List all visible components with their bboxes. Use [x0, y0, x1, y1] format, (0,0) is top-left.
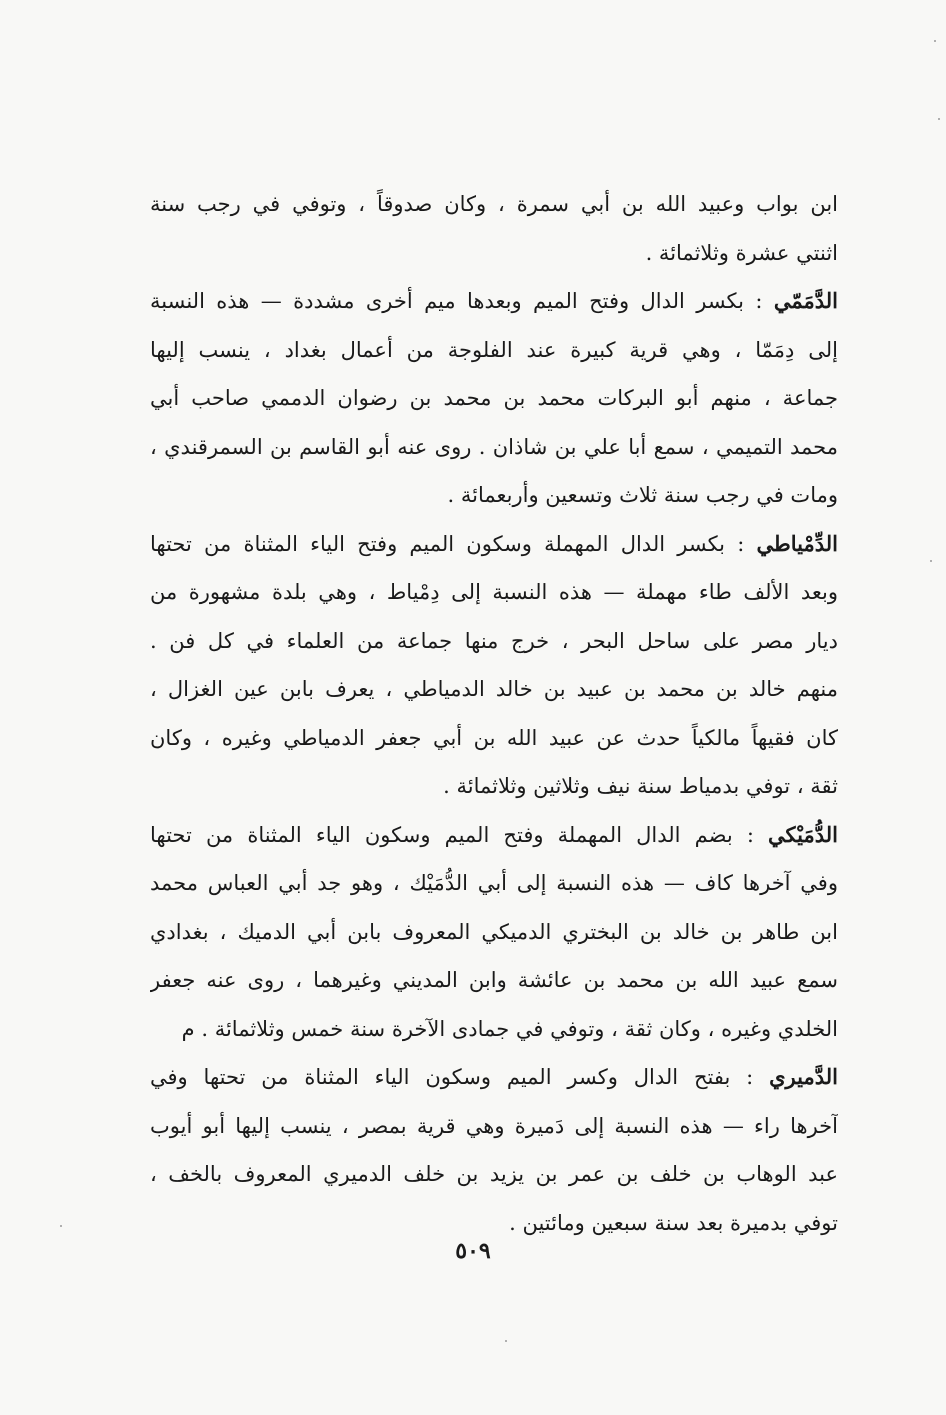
text-line: [150, 277, 838, 326]
text-line: [150, 908, 838, 957]
entry-headword: الدَّمَمّي: [773, 288, 838, 313]
line-text: ومات في رجب سنة ثلاث وتسعين وأربعمائة .: [447, 483, 838, 507]
entry-headword: الدِّمْياطي: [756, 530, 838, 556]
line-text: ابن بواب وعبيد الله بن أبي سمرة ، وكان صدوقاً ، وتوفي في رجب سنة: [150, 192, 838, 216]
text-line: [150, 1005, 838, 1054]
line-text: كان فقيهاً مالكياً حدث عن عبيد الله بن أبي جعفر الدمياطي وغيره ، وكان: [150, 725, 838, 750]
text-line: [150, 1053, 838, 1102]
line-text: وبعد الألف طاء مهملة — هذه النسبة إلى دِمْياط ، وهي بلدة مشهورة من: [150, 580, 838, 604]
line-text: : بفتح الدال وكسر الميم وسكون الياء المثناة من تحتها وفي: [150, 1065, 754, 1089]
text-line: [150, 859, 838, 908]
paper-speck: [938, 118, 940, 120]
line-text: توفي بدميرة بعد سنة سبعين ومائتين .: [509, 1210, 838, 1235]
paper-speck: [934, 40, 936, 42]
text-line: [150, 714, 838, 763]
line-text: : بكسر الدال وفتح الميم وبعدها ميم أخرى مشددة — هذه النسبة: [150, 289, 763, 313]
line-text: سمع عبيد الله بن محمد بن عائشة وابن المديني وغيرهما ، روى عنه جعفر: [150, 968, 838, 992]
paper-speck: [930, 560, 932, 562]
text-line: [150, 1150, 838, 1199]
text-line: [150, 1102, 838, 1151]
text-line: [150, 423, 838, 472]
text-line: [150, 811, 838, 860]
line-text: ابن طاهر بن خالد بن البختري الدميكي المعروف بابن أبي الدميك ، بغدادي: [150, 919, 838, 944]
line-text: ثقة ، توفي بدمياط سنة نيف وثلاثين وثلاثمائة .: [443, 774, 838, 798]
text-body: [150, 180, 838, 1247]
text-line: [150, 956, 838, 1005]
line-text: : بضم الدال المهملة وفتح الميم وسكون الياء المثناة من تحتها: [150, 822, 754, 847]
line-text: محمد التميمي ، سمع أبا علي بن شاذان . روى عنه أبو القاسم بن السمرقندي ،: [150, 434, 838, 459]
line-text: : بكسر الدال المهملة وسكون الميم وفتح الياء المثناة من تحتها: [150, 531, 745, 556]
text-line: [150, 374, 838, 423]
text-line: [150, 617, 838, 666]
text-line: [150, 762, 838, 811]
page-number: ٥٠٩: [455, 1238, 491, 1264]
line-text: ديار مصر على ساحل البحر ، خرج منها جماعة من العلماء في كل فن .: [150, 628, 838, 653]
text-line: [150, 229, 838, 278]
text-line: [150, 568, 838, 617]
text-line: [150, 326, 838, 375]
line-text: وفي آخرها كاف — هذه النسبة إلى أبي الدُّمَيْك ، وهو جد أبي العباس محمد: [150, 871, 838, 895]
text-line: [150, 520, 838, 569]
text-line: [150, 665, 838, 714]
line-text: آخرها راء — هذه النسبة إلى دَميرة وهي قرية بمصر ، ينسب إليها أبو أيوب: [150, 1113, 838, 1138]
line-text: جماعة ، منهم أبو البركات محمد بن محمد بن رضوان الدممي صاحب أبي: [150, 386, 838, 410]
line-text: منهم خالد بن محمد بن عبيد بن خالد الدمياطي ، يعرف بابن عين الغزال ،: [150, 677, 838, 701]
text-line: [150, 471, 838, 520]
entry-headword: الدُّمَيْكي: [768, 821, 838, 847]
line-text: عبد الوهاب بن خلف بن عمر بن يزيد بن خلف الدميري المعروف بالخف ،: [150, 1162, 838, 1186]
entry-headword: الدَّميري: [769, 1064, 838, 1089]
line-text: الخلدي وغيره ، وكان ثقة ، وتوفي في جمادى الآخرة سنة خمس وثلاثمائة . م: [181, 1016, 838, 1041]
line-text: اثنتي عشرة وثلاثمائة .: [645, 240, 838, 265]
paper-speck: [505, 1340, 507, 1342]
paper-speck: [60, 1225, 62, 1227]
text-line: [150, 180, 838, 229]
line-text: إلى دِمَمّا ، وهي قرية كبيرة عند الفلوجة من أعمال بغداد ، ينسب إليها: [150, 337, 838, 362]
